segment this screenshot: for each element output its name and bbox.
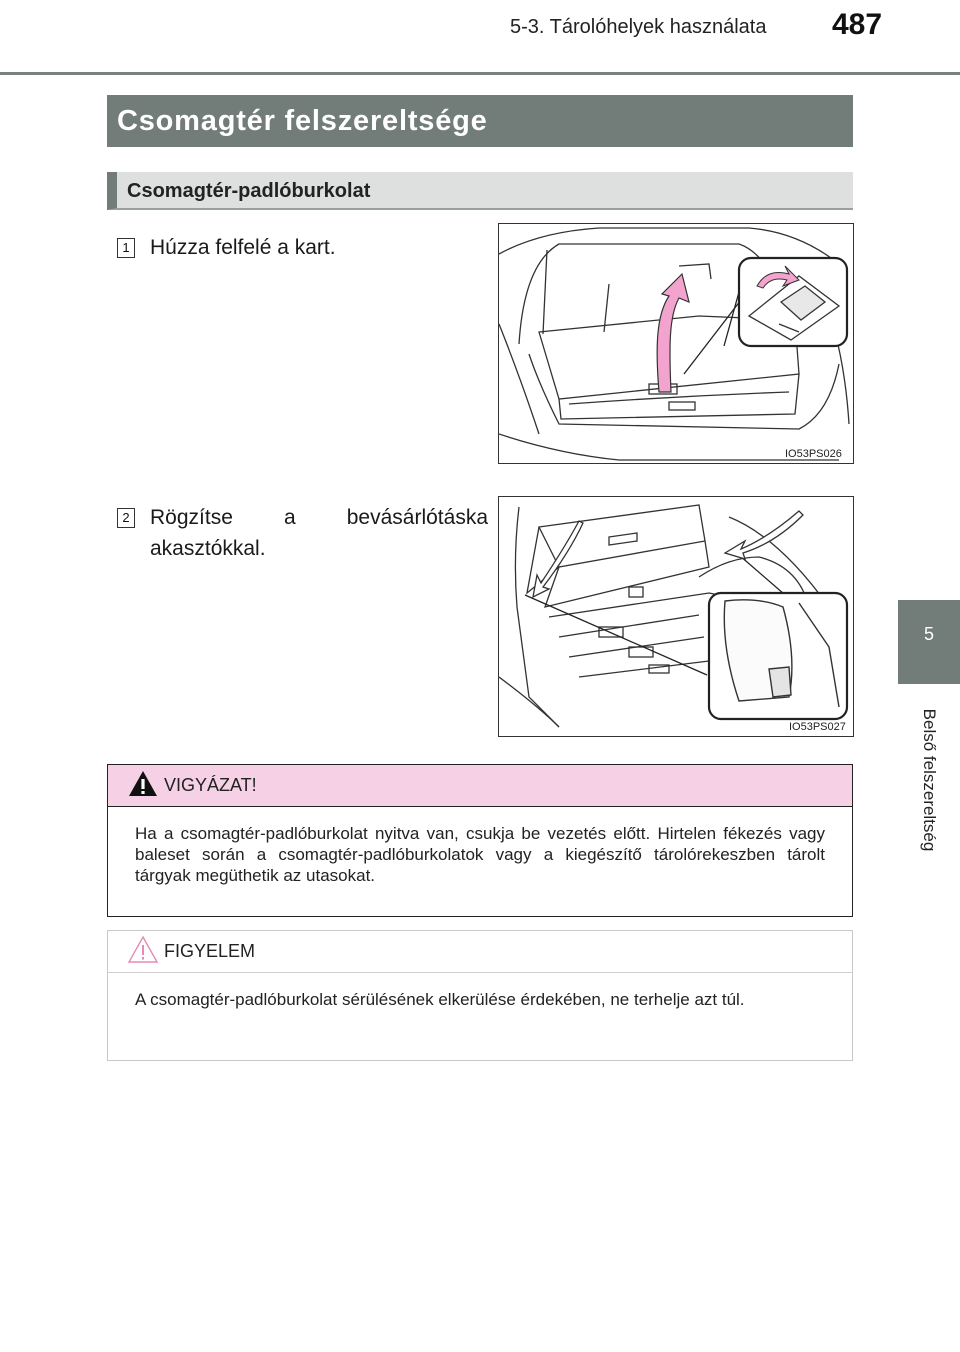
section-title: 5-3. Tárolóhelyek használata [510,16,767,38]
caution-header [108,931,852,973]
warning-header [108,765,852,807]
header-divider [0,72,960,75]
step-2-text [150,502,488,564]
step-2-line: akasztókkal. [150,537,266,560]
trunk-floor-lever-illustration [498,223,854,464]
page-title: Csomagtér felszereltsége [107,95,853,147]
step-2-word: a [283,506,296,529]
caution-triangle-icon [128,935,158,965]
warning-title: VIGYÁZAT! [164,775,257,795]
chapter-number: 5 [923,624,934,644]
step-2-word: bevásárlótáska [346,506,488,529]
figure-code: IO53PS027 [789,721,846,733]
caution-title: FIGYELEM [164,941,256,961]
warning-triangle-icon [128,769,158,799]
warning-text: Ha a csomagtér-padlóburkolat nyitva van, csukja be vezetés előtt. Hirtelen fékezés vagy baleset során a csomagtér-padlóburkolatok vagy a kiegészítő tárolórekeszben tárolt tárgyak megüthetik az utasokat. [135,824,825,885]
step-2-word: Rögzítse [150,506,233,529]
step-1-text: Húzza felfelé a kart. [150,236,336,259]
trunk-hooks-drawing [499,497,854,737]
subsection-title: Csomagtér-padlóburkolat [107,172,853,210]
chapter-title: Belső felszereltség [920,708,939,852]
step-2-badge: 2 [117,508,135,528]
trunk-floor-hooks-illustration [498,496,854,737]
caution-box [107,930,853,1061]
figure-code: IO53PS026 [785,448,842,460]
trunk-lever-drawing [499,224,854,464]
warning-box [107,764,853,917]
caution-text: A csomagtér-padlóburkolat sérülésének elkerülése érdekében, ne terhelje azt túl. [135,990,745,1009]
page-number: 487 [832,8,883,41]
step-1-badge: 1 [117,238,135,258]
